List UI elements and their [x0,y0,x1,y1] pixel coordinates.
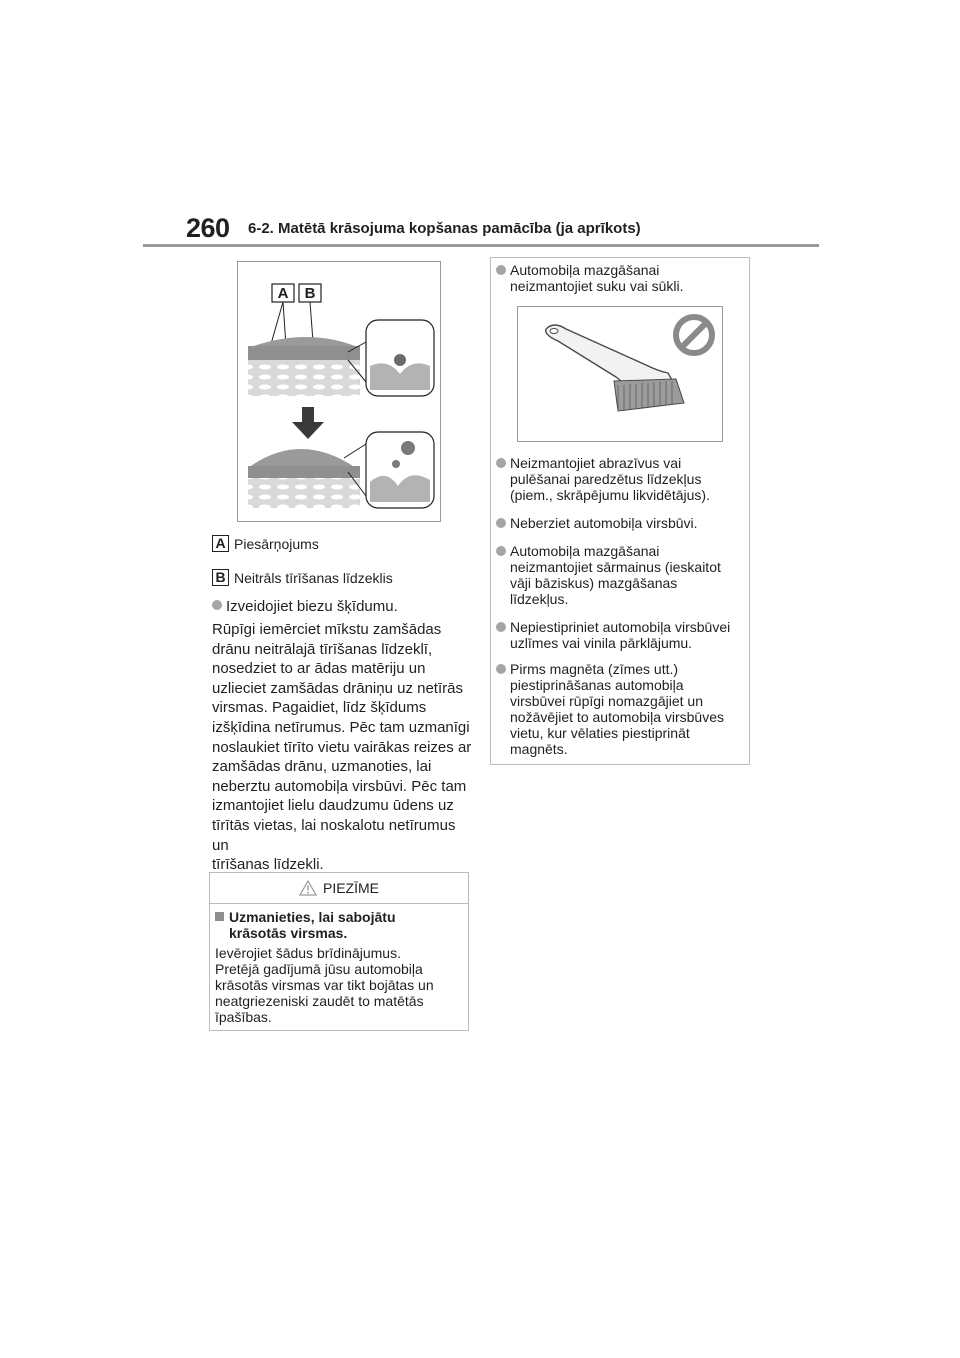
cleaner-dome-bottom [248,449,356,468]
cleaning-diagram [238,262,440,521]
label-a: A [277,285,289,302]
page-number: 260 [186,213,230,243]
list-item-text: Neberziet automobiļa virsbūvi. [510,515,698,531]
arrow-down-icon [292,407,324,439]
notice-title: PIEZĪME [322,880,379,896]
notice-subheading-text: Uzmanieties, lai sabojātu krāsotās virsmas. [229,909,396,941]
bullet-heading-text: Izveidojiet biezu šķīdumu. [226,598,398,615]
warning-triangle-icon [299,880,317,896]
dirt-layer-bottom [248,466,360,478]
square-bullet-icon [215,912,224,921]
brush-diagram [518,307,722,441]
legend-key-b: B [212,569,229,586]
bullet-heading [212,598,398,615]
section-title: 6-2. Matētā krāsojuma kopšanas pamācība (ja aprīkots) [248,220,641,237]
list-item [496,543,746,607]
label-b: B [304,285,316,302]
cleaning-illustration [237,261,441,522]
bullet-icon [212,600,222,610]
notice-header [210,873,468,904]
paint-layer-bottom [248,478,360,508]
brush-bristles [614,379,684,411]
list-item-text: Pirms magnēta (zīmes utt.) piestiprināšanas automobiļa virsbūvei rūpīgi nomazgājiet un nožāvējiet to automobiļa virsbūves vietu, kur vēlaties piestiprināt magnēts. [510,661,725,757]
list-item [496,619,746,651]
paint-layer-top [248,360,360,396]
notice-box [209,872,469,1031]
bullet-icon [496,518,506,528]
zoom-dirt-lifted [401,441,415,455]
bullet-icon [496,458,506,468]
legend-item-b [212,569,393,586]
bullet-icon [496,664,506,674]
pointer-a1 [271,302,283,344]
legend-item-a [212,535,319,552]
brush-prohibited-illustration [517,306,723,442]
header-divider [143,244,819,247]
notice-subheading [215,909,460,941]
list-item-text: Nepiestipriniet automobiļa virsbūvei uzlīmes vai vinila pārklājumu. [510,619,731,651]
list-item [496,515,746,531]
list-item [496,661,746,757]
bullet-icon [496,265,506,275]
legend-text-a: Piesārņojums [234,535,319,552]
list-item-text: Neizmantojiet abrazīvus vai pulēšanai paredzētus līdzekļus (piem., skrāpējumu likvidētājus). [510,455,710,503]
list-item-text: Automobiļa mazgāšanai neizmantojiet suku vai sūkli. [510,262,684,294]
dirt-layer-top [248,346,360,360]
instruction-paragraph: Rūpīgi iemērciet mīkstu zamšādas drānu neitrālajā tīrīšanas līdzeklī, nosedziet to ar ādas matēriju un uzlieciet zamšādas drāniņu uz netīrās virsmas. Pagaidiet, līdz šķīdums izšķīdina netīrumus. Pēc tam uzmanīgi noslaukiet tīrīto vietu vairākas reizes ar zamšādas drānu, uzmanoties, lai neberztu automobiļa virsbūvi. Pēc tam izmantojiet lielu daudzumu ūdens uz tīrītās vietas, lai noskalotu netīrumus un tīrīšanas līdzekli. [212,621,472,874]
list-item-text: Automobiļa mazgāšanai neizmantojiet sārmainus (ieskaitot vāji bāziskus) mazgāšanas līdzekļus. [510,543,721,607]
pointer-b [310,302,313,342]
legend-key-a: A [212,535,229,552]
notice-text: Ievērojiet šādus brīdinājumus. Pretējā gadījumā jūsu automobiļa krāsotās virsmas var tikt bojātas un neatgriezeniski zaudēt to matētās īpašības. [215,945,434,1025]
zoom-dirt-top [394,354,406,366]
bullet-icon [496,622,506,632]
list-item [496,455,746,503]
list-item [496,262,746,294]
bullet-icon [496,546,506,556]
legend-text-b: Neitrāls tīrīšanas līdzeklis [234,569,393,586]
right-info-box [490,257,750,765]
